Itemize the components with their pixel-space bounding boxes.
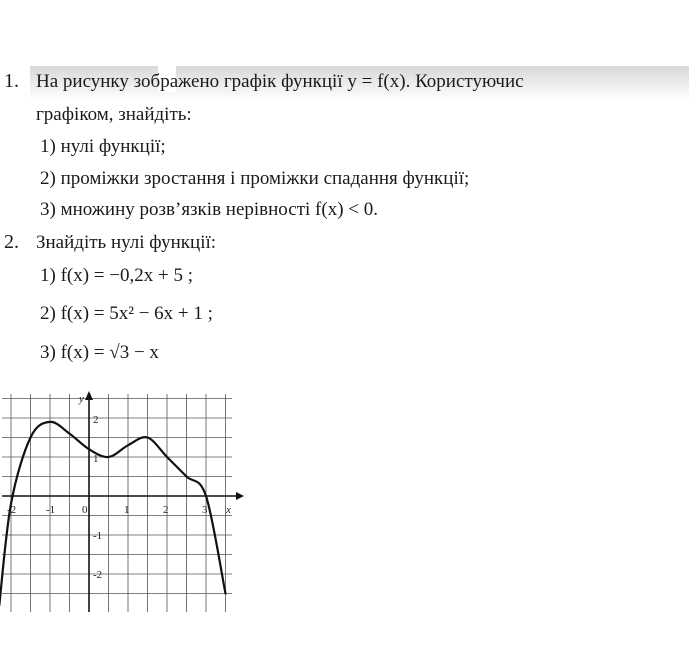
x-tick-label: -1 [46, 504, 56, 516]
task2-title: Знайдіть нулі функції: [36, 232, 217, 253]
x-tick-label: 2 [163, 504, 169, 516]
task2-item-2: 2) f(x) = 5x² − 6x + 1 ; [40, 303, 213, 324]
task1-item-3: 3) множину розв’язків нерівності f(x) < 0. [40, 199, 378, 220]
y-tick-label: 2 [93, 414, 99, 426]
x-axis-arrow [236, 492, 244, 500]
x-tick-label: 1 [124, 504, 130, 516]
task1-line2: графіком, знайдіть: [36, 104, 192, 125]
graph-tick-labels [7, 393, 231, 581]
x-tick-label: 3 [202, 504, 208, 516]
y-tick-label: -1 [93, 530, 103, 542]
task1-item-1: 1) нулі функції; [40, 136, 166, 157]
task1-line1: На рисунку зображено графік функції y = f(x). Користуючис [36, 71, 524, 92]
x-axis-label: x [226, 504, 231, 516]
y-axis-arrow [85, 391, 93, 400]
function-graph [0, 386, 250, 616]
function-curve [0, 422, 225, 605]
y-axis-label: y [79, 393, 84, 405]
task1-number: 1. [4, 70, 19, 92]
task2-number: 2. [4, 231, 19, 253]
x-tick-label: -2 [7, 504, 17, 516]
task2-item-3: 3) f(x) = √3 − x [40, 342, 159, 363]
y-tick-label: 1 [93, 453, 99, 465]
task1-item-2: 2) проміжки зростання і проміжки спадання функції; [40, 168, 470, 189]
y-tick-label: -2 [93, 569, 103, 581]
task2-item-1: 1) f(x) = −0,2x + 5 ; [40, 265, 193, 286]
origin-label: 0 [82, 504, 88, 516]
